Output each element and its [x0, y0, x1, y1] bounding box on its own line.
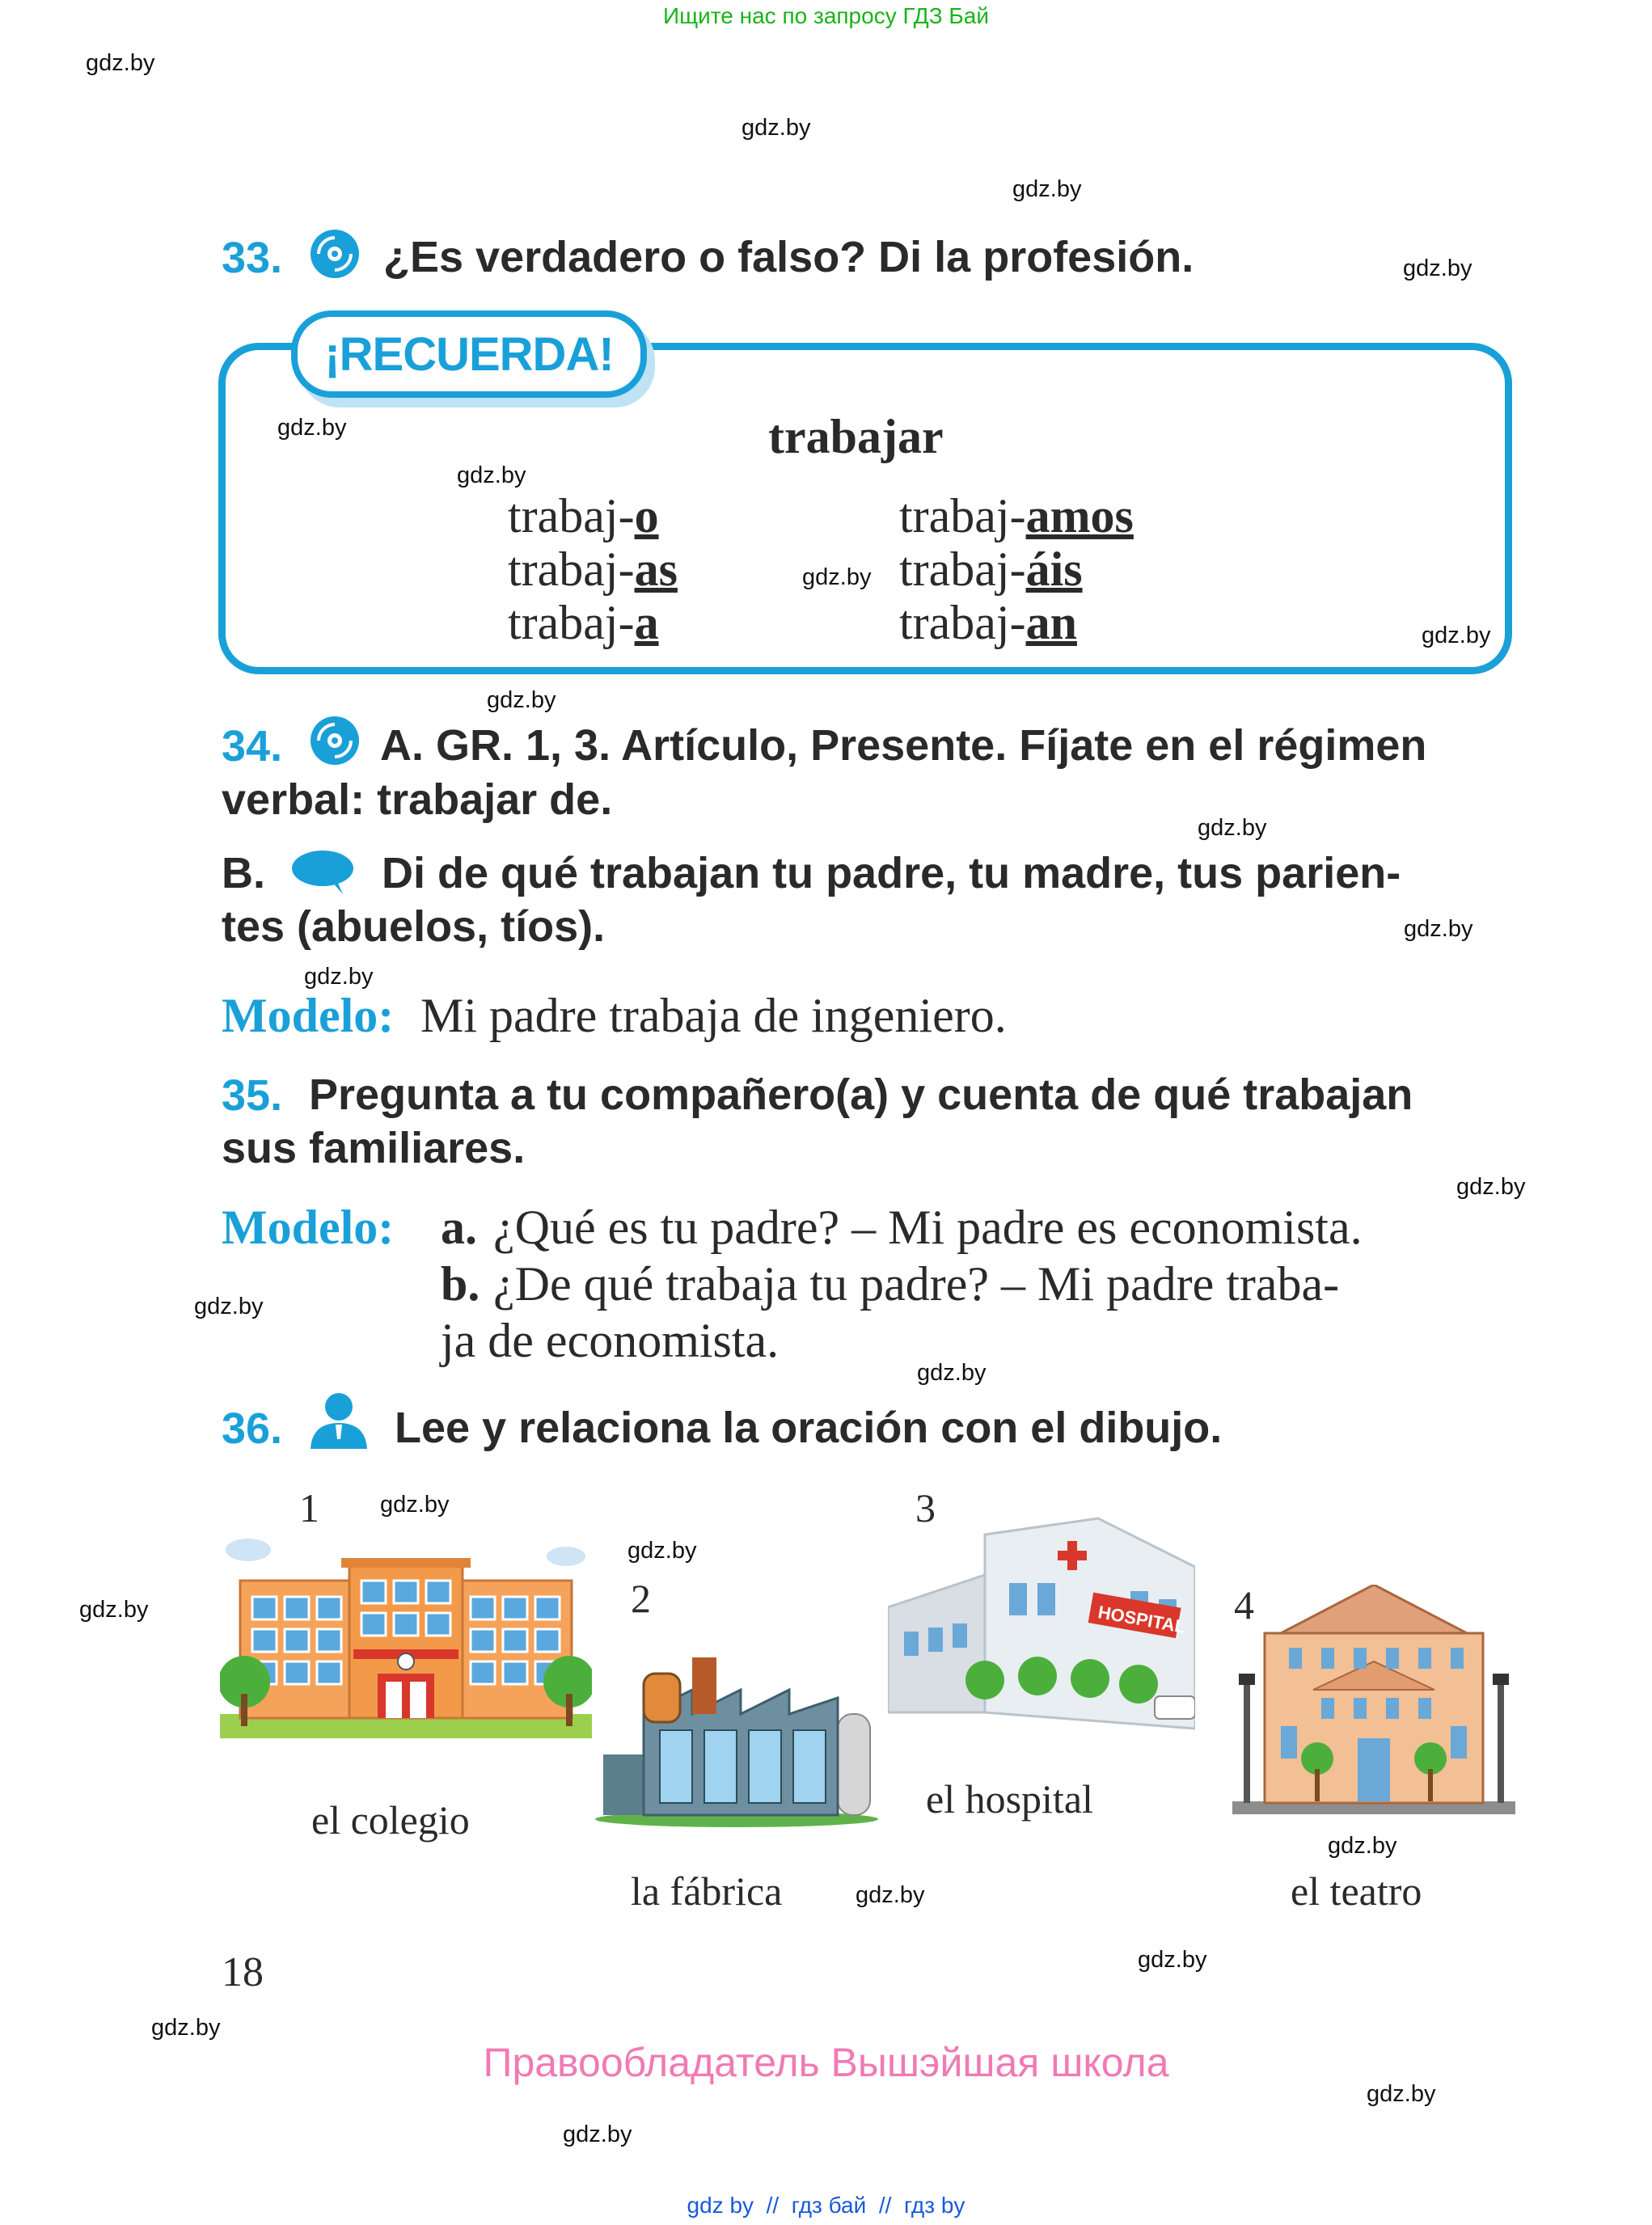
footer-separator: //	[878, 2193, 892, 2218]
conjugation-tu: trabaj-as	[508, 543, 678, 596]
watermark: gdz.by	[1403, 255, 1472, 281]
person-icon	[307, 1391, 370, 1454]
conjugation-ellos: trabaj-an	[899, 596, 1077, 649]
watermark: gdz.by	[856, 1882, 925, 1908]
conjugation-yo: trabaj-o	[508, 489, 659, 543]
theatre-building-image	[1232, 1585, 1515, 1823]
footer-link-gdz-by-cyr[interactable]: гдз by	[903, 2193, 965, 2218]
watermark: gdz.by	[79, 1597, 149, 1623]
watermark: gdz.by	[194, 1294, 264, 1319]
picture-2-number: 2	[631, 1576, 651, 1621]
watermark: gdz.by	[487, 687, 556, 713]
picture-2-caption: la fábrica	[631, 1868, 783, 1914]
school-building-image	[220, 1532, 592, 1746]
modelo-label: Modelo:	[222, 1201, 395, 1254]
footer-link-gdz-bai[interactable]: гдз бай	[791, 2193, 867, 2218]
watermark: gdz.by	[1328, 1833, 1397, 1859]
option-b-text-line2: ja de economista.	[441, 1314, 780, 1367]
verb-infinitive: trabajar	[768, 410, 944, 463]
watermark: gdz.by	[1456, 1174, 1526, 1200]
exercise-36-number: 36.	[222, 1404, 283, 1453]
picture-3-caption: el hospital	[926, 1776, 1093, 1822]
audio-cd-icon[interactable]	[307, 713, 362, 772]
conjugation-nosotros: trabaj-amos	[899, 489, 1134, 543]
hospital-building-image	[888, 1510, 1195, 1741]
watermark: gdz.by	[1138, 1947, 1207, 1973]
watermark: gdz.by	[1012, 176, 1082, 202]
factory-building-image	[595, 1641, 878, 1831]
footer-links	[0, 2193, 1652, 2219]
watermark: gdz.by	[151, 2015, 221, 2041]
footer-separator: //	[766, 2193, 780, 2218]
exercise-34b-label: B.	[222, 849, 265, 897]
speech-bubble-icon	[289, 849, 356, 900]
option-a-label: a.	[441, 1201, 477, 1254]
recuerda-badge-text: ¡RECUERDA!	[324, 327, 614, 381]
exercise-34a-line1: A. GR. 1, 3. Artículo, Presente. Fíjate en el régimen	[380, 721, 1427, 770]
option-b-label: b.	[441, 1257, 480, 1311]
exercise-34-number: 34.	[222, 722, 283, 771]
exercise-35-number: 35.	[222, 1071, 283, 1120]
picture-1-caption: el colegio	[311, 1797, 470, 1843]
hospital-sign-text: HOSPITAL	[1096, 1602, 1188, 1637]
page-number: 18	[222, 1949, 264, 1995]
modelo-label: Modelo:	[222, 989, 395, 1042]
top-banner[interactable]: Ищите нас по запросу ГДЗ Бай	[662, 3, 990, 28]
exercise-36-instruction: Lee y relaciona la oración con el dibujo.	[395, 1404, 1223, 1452]
picture-1-number: 1	[299, 1485, 319, 1530]
watermark: gdz.by	[741, 115, 811, 141]
watermark: gdz.by	[802, 564, 872, 590]
audio-cd-icon[interactable]	[307, 226, 362, 285]
option-a-text: ¿Qué es tu padre? – Mi padre es economista.	[493, 1201, 1363, 1254]
picture-3-number: 3	[915, 1485, 936, 1530]
option-b-text-line1: ¿De qué trabaja tu padre? – Mi padre traba-	[493, 1257, 1340, 1311]
watermark: gdz.by	[1404, 916, 1473, 942]
exercise-34b-line2: tes (abuelos, tíos).	[222, 902, 606, 951]
exercise-34b-line1: Di de qué trabajan tu padre, tu madre, tus parien-	[382, 849, 1401, 897]
exercise-35-line2: sus familiares.	[222, 1124, 526, 1172]
watermark: gdz.by	[1367, 2081, 1436, 2107]
exercise-35-line1: Pregunta a tu compañero(a) y cuenta de qué trabajan	[309, 1070, 1413, 1119]
watermark: gdz.by	[380, 1492, 450, 1518]
conjugation-vosotros: trabaj-áis	[899, 543, 1083, 596]
watermark: gdz.by	[627, 1538, 697, 1564]
exercise-33-instruction: ¿Es verdadero o falso? Di la profesión.	[383, 233, 1194, 281]
watermark: gdz.by	[563, 2122, 632, 2147]
watermark: gdz.by	[457, 462, 526, 488]
recuerda-badge	[291, 310, 647, 398]
conjugation-el: trabaj-a	[508, 596, 659, 649]
watermark: gdz.by	[304, 964, 374, 990]
watermark: gdz.by	[277, 415, 347, 441]
watermark: gdz.by	[86, 50, 155, 76]
exercise-34a-line2: verbal: trabajar de.	[222, 775, 613, 824]
footer-link-gdz-by[interactable]: gdz by	[687, 2193, 754, 2218]
watermark: gdz.by	[1422, 623, 1491, 648]
picture-4-caption: el teatro	[1291, 1868, 1422, 1914]
watermark: gdz.by	[917, 1360, 987, 1386]
watermark: gdz.by	[1198, 815, 1267, 841]
rights-holder: Правообладатель Вышэйшая школа	[483, 2040, 1169, 2085]
modelo-text: Mi padre trabaja de ingeniero.	[420, 989, 1007, 1042]
picture-4-number: 4	[1234, 1582, 1254, 1628]
exercise-33-number: 33.	[222, 234, 283, 282]
